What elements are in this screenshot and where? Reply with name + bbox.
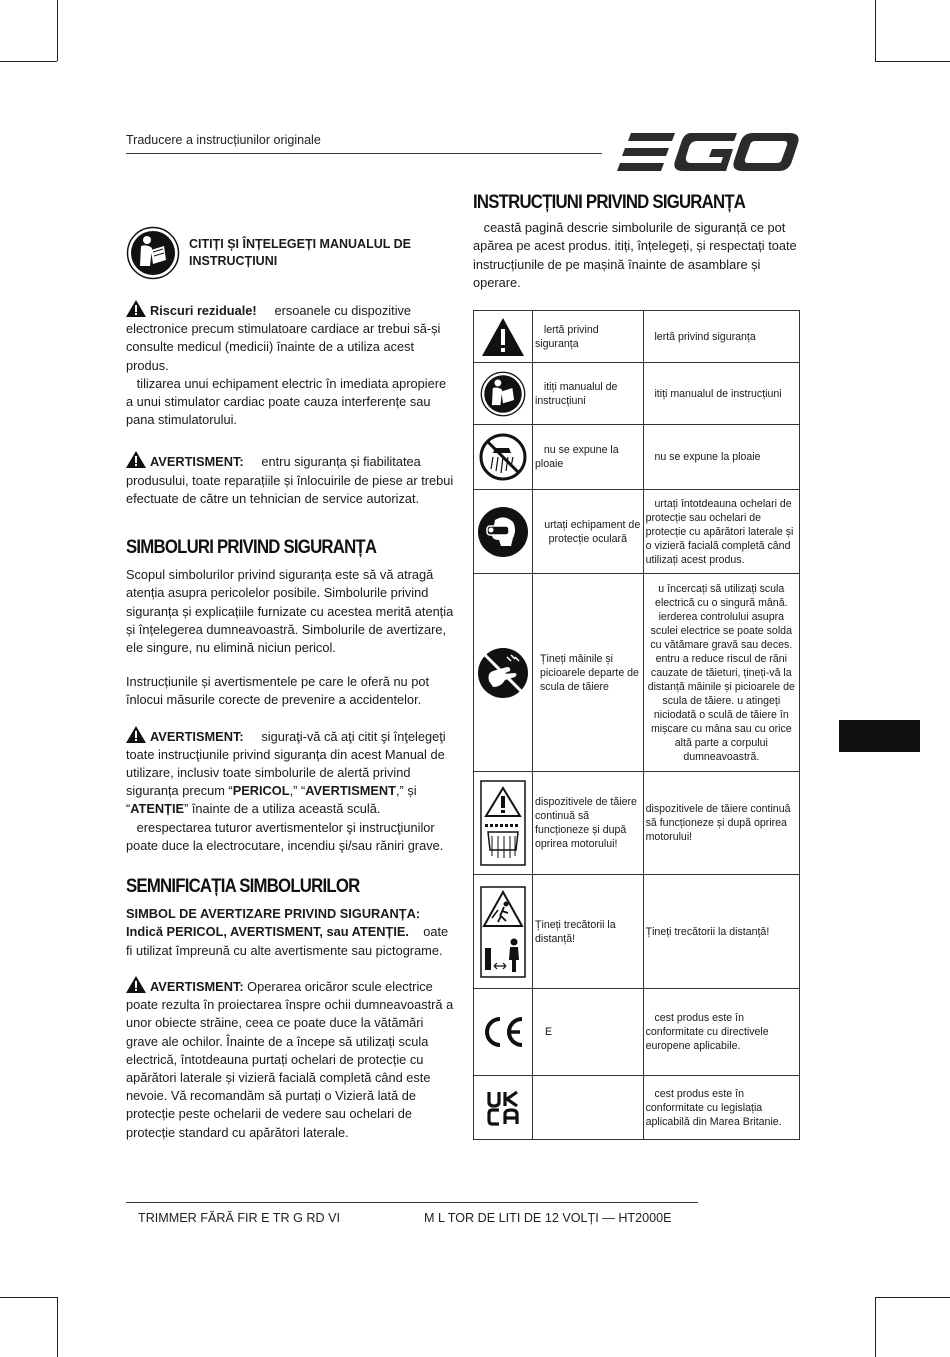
- table-row: [474, 772, 800, 875]
- keyword-separator-2: ,” și “: [126, 783, 417, 817]
- symbols-paragraph-2: Instrucțiunile și avertismentele pe care le oferă nu pot înlocui măsurile corecte de prevenire a accidentelor.: [126, 674, 430, 708]
- meaning-text: oate fi utilizat împreună cu alte avertismente sau pictograme.: [126, 924, 449, 958]
- table-icon-cell: [474, 425, 533, 490]
- table-icon-cell: [474, 574, 533, 772]
- alert-triangle-icon: [481, 317, 525, 357]
- section-tab-marker: [839, 720, 920, 752]
- pericol-keyword: PERICOL: [232, 783, 290, 799]
- atentie-keyword: ATENȚIE: [130, 801, 185, 817]
- left-column: [126, 226, 454, 1158]
- symbol-description: cest produs este în conformitate cu legislația aplicabilă din Marea Britanie.: [643, 1076, 799, 1140]
- right-column: [473, 193, 800, 292]
- residual-risks-paragraph: [126, 300, 454, 429]
- warning-triangle-icon: [126, 976, 146, 993]
- warning-text-2c: erespectarea tuturor avertismentelor şi instrucţiunilor poate duce la electrocutare, incendiu şi/sau răniri grave.: [126, 819, 444, 853]
- table-icon-cell: [474, 490, 533, 574]
- symbol-name: itiți manualul de instrucțiuni: [533, 363, 644, 425]
- table-icon-cell: [474, 311, 533, 363]
- symbol-description: lertă privind siguranța: [643, 311, 799, 363]
- symbol-description: u încercați să utilizați scula electrică cu o singură mână. ierderea controlului asupra sculei electrice se poate solda cu vătămare gravă sau deces. entru a reduce riscul de răni cauzate de tăieturi, țineți-vă la distanță mâinile și picioarele de scula de tăiere. u atingeți niciodată o sculă de tăiere în mișcare cu mâna sau cu orice altă parte a corpului dumneavoastră.: [643, 574, 799, 772]
- symbol-name: Țineți trecătorii la distanță!: [533, 875, 644, 989]
- footer-rule: [126, 1202, 698, 1203]
- read-manual-icon: [480, 371, 526, 417]
- warning-paragraph-2: [126, 726, 454, 855]
- symbol-name: lertă privind siguranța: [533, 311, 644, 363]
- warning-triangle-icon: [126, 451, 146, 468]
- table-icon-cell: [474, 1076, 533, 1140]
- table-row: [474, 875, 800, 989]
- symbol-name: dispozitivele de tăiere continuă să funcționeze și după oprirea motorului!: [533, 772, 644, 875]
- bystander-distance-icon: [480, 886, 526, 978]
- warning-paragraph-1: [126, 451, 454, 508]
- no-rain-icon: [479, 433, 527, 481]
- symbol-description: urtați întotdeauna ochelari de protecție sau ochelari de protecție cu apărători laterale și o vizieră facială completă când utilizați acest produs.: [643, 490, 799, 574]
- table-icon-cell: [474, 772, 533, 875]
- symbols-table: [473, 310, 800, 1140]
- footer-product-name: TRIMMER FĂRĂ FIR E TR G RD VI: [138, 1211, 340, 1225]
- eye-protection-icon: [477, 506, 529, 558]
- blade-coast-icon: [480, 780, 526, 866]
- safety-intro: [473, 219, 800, 292]
- crop-mark: [875, 61, 950, 62]
- crop-mark: [0, 61, 57, 62]
- footer-model: M L TOR DE LITI DE 12 VOLȚI — HT2000E: [424, 1211, 672, 1225]
- symbol-description: nu se expune la ploaie: [643, 425, 799, 490]
- warning-text-1: entru siguranța și fiabilitatea produsului, toate reparațiile și înlocuirile de piese ar trebui efectuate de către un tehnician de service autorizat.: [126, 454, 454, 506]
- symbol-description: Țineți trecătorii la distanță!: [643, 875, 799, 989]
- residual-risks-text-1: ersoanele cu dispozitive electronice precum stimulatoare cardiace ar trebui să-și consulte medicul (medicii) înainte de a utiliza acest produs.: [126, 303, 441, 373]
- crop-mark: [875, 0, 876, 61]
- symbol-name: E: [533, 989, 644, 1076]
- warning-paragraph-3: [126, 976, 454, 1142]
- ego-logo: [617, 131, 799, 173]
- section-title-safety: INSTRUCȚIUNI PRIVIND SIGURANȚA: [473, 191, 746, 213]
- symbol-name: urtați echipament de protecție oculară: [533, 490, 644, 574]
- table-icon-cell: [474, 363, 533, 425]
- meaning-bold-text: SIMBOL DE AVERTIZARE PRIVIND SIGURANȚA: Indică PERICOL, AVERTISMENT, sau ATENȚIE.: [126, 906, 421, 940]
- symbol-description: dispozitivele de tăiere continuă să funcționeze și după oprirea motorului!: [643, 772, 799, 875]
- safety-intro-text: ceastă pagină descrie simbolurile de siguranță ce pot apărea pe acest produs. itiți, înțelegeți, și respectați toate instrucțiunile de pe mașină înainte de asamblare și operare.: [473, 220, 797, 290]
- crop-mark: [57, 0, 58, 61]
- crop-mark: [875, 1297, 876, 1357]
- symbol-name: Țineți mâinile și picioarele departe de scula de tăiere: [533, 574, 644, 772]
- table-row: [474, 989, 800, 1076]
- table-icon-cell: [474, 989, 533, 1076]
- keep-hands-away-icon: [477, 647, 529, 699]
- section-title-meaning: SEMNIFICAȚIA SIMBOLURILOR: [126, 875, 360, 898]
- keyword-separator-1: ,” “: [289, 783, 306, 799]
- warning-text-2b: ” înainte de a utiliza această sculă.: [184, 801, 381, 817]
- warning-text-3: Operarea oricăror scule electrice poate rezulta în proiectarea înspre ochii dumneavoastră a unor obiecte străine, ceea ce poate duce la vătămări grave ale ochilor. Înainte de a începe să utilizați scula electrică, întotdeauna purtați ochelari de protecție cu apărători laterale și vizieră facială completă când este nevoie. Vă recomandăm să purtați o Vizieră lată de protecție peste ochelarii de vedere sau ochelari de protecție standard cu apărători laterale.: [126, 978, 454, 1140]
- table-row: [474, 1076, 800, 1140]
- crop-mark: [875, 1297, 950, 1298]
- header-subtitle: Traducere a instrucțiunilor originale: [126, 133, 321, 147]
- warning-triangle-icon: [126, 300, 146, 317]
- warning-triangle-icon: [126, 726, 146, 743]
- symbol-description: itiți manualul de instrucțiuni: [643, 363, 799, 425]
- table-row: [474, 490, 800, 574]
- crop-mark: [0, 1297, 57, 1298]
- table-row: [474, 311, 800, 363]
- table-icon-cell: [474, 875, 533, 989]
- symbol-name: nu se expune la ploaie: [533, 425, 644, 490]
- meaning-paragraph: [126, 905, 454, 960]
- ukca-mark-icon: [486, 1090, 520, 1126]
- header-rule: [126, 153, 602, 154]
- table-row: [474, 574, 800, 772]
- residual-risks-title: Riscuri reziduale!: [150, 303, 257, 318]
- warning-label: AVERTISMENT:: [150, 978, 244, 994]
- read-manual-icon: [126, 226, 180, 280]
- ce-mark-icon: [481, 1015, 525, 1049]
- avertisment-keyword: AVERTISMENT: [305, 783, 396, 799]
- table-row: [474, 363, 800, 425]
- symbols-paragraph-1: Scopul simbolurilor privind siguranța este să vă atragă atenția asupra pericolelor posibile. Simbolurile privind siguranța și explicațiile furnizate cu acestea merită atenția și înțelegerea dumneavoastră. Simbolurile de avertizare, ele singure, nu elimină niciun pericol.: [126, 567, 454, 656]
- warning-label: AVERTISMENT:: [150, 728, 244, 744]
- warning-text-2a: siguraţi-vă că aţi citit şi înţelegeţi toate instrucţiunile privind siguranța din acest Manual de utilizare, inclusiv toate simbolurile de alertă privind siguranța precum “: [126, 728, 446, 799]
- table-row: [474, 425, 800, 490]
- read-manual-notice: [126, 226, 454, 280]
- warning-label: AVERTISMENT:: [150, 454, 244, 470]
- residual-risks-text-2: tilizarea unui echipament electric în imediata apropiere a unui stimulator cardiac poate cauza interferențe sau pana stimulatorului.: [126, 375, 447, 428]
- section-title-symbols: SIMBOLURI PRIVIND SIGURANȚA: [126, 536, 377, 559]
- symbol-name: [533, 1076, 644, 1140]
- crop-mark: [57, 1297, 58, 1357]
- symbol-description: cest produs este în conformitate cu directivele europene aplicabile.: [643, 989, 799, 1076]
- read-manual-notice-text: CITIȚI ȘI ÎNȚELEGEȚI MANUALUL DE INSTRUCȚIUNI: [189, 237, 411, 268]
